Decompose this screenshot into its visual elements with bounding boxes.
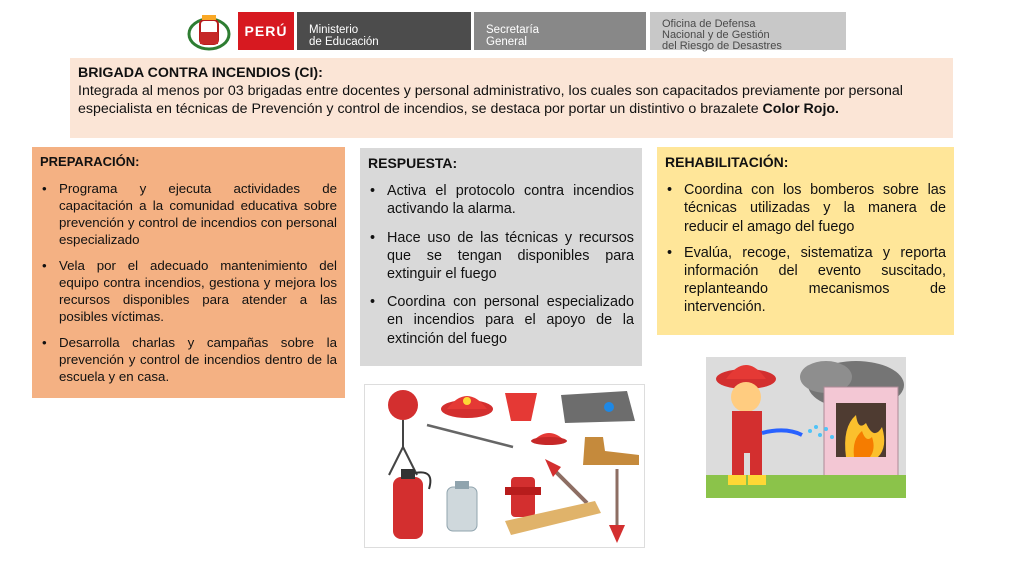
secretaria-line1: Secretaría (486, 24, 540, 36)
firefighter-kid-illustration (706, 357, 906, 498)
fire-kit-bag-icon (561, 391, 635, 423)
co2-extinguisher-icon (447, 481, 477, 531)
fire-axe-icon (545, 459, 587, 503)
oficina-line2: Nacional y de Gestión (662, 29, 770, 41)
peru-brand-label: PERÚ (238, 12, 294, 50)
fire-shovel-icon (609, 469, 625, 543)
list-item: • Desarrolla charlas y campañas sobre la prevención y control de incendios dentro de la escuela y en casa. (40, 334, 337, 385)
rehabilitacion-panel (657, 147, 954, 335)
respuesta-title: RESPUESTA: (368, 155, 458, 171)
list-item: • Vela por el adecuado mantenimiento del equipo contra incendios, gestiona y mejora los recursos disponibles para atender a las posibles víctimas. (40, 257, 337, 325)
list-item: • Evalúa, recoge, sistematiza y reporta información del evento suscitado, replanteando mecanismos de intervención. (665, 244, 946, 317)
brigade-intro-box (70, 58, 953, 138)
ministerio-line2: de Educación (309, 36, 379, 48)
list-item: • Hace uso de las técnicas y recursos que se tengan disponibles para extinguir el fuego (368, 229, 634, 284)
rehabilitacion-list (665, 181, 946, 316)
list-item: • Coordina con personal especializado en incendios para el apoyo de la extinción del fuego (368, 293, 634, 348)
fire-bucket-icon (505, 393, 537, 421)
ministerio-line1: Ministerio (309, 24, 359, 36)
fire-equipment-illustration (364, 384, 645, 548)
fire-hook-icon (427, 425, 513, 447)
fire-alarm-bell-icon (388, 390, 418, 475)
brigade-description (78, 82, 945, 118)
fire-boot-icon (583, 437, 639, 465)
peru-coat-of-arms-icon (186, 12, 232, 52)
brigade-description-text: Integrada al menos por 03 brigadas entre docentes y personal administrativo, los cuales son capacitados previamente por personal especialista en técnicas de Prevención y control de incendios, se destaca por portar un distintivo o brazalete (78, 83, 903, 117)
rehabilitacion-title: REHABILITACIÓN: (665, 154, 789, 170)
ministerio-educacion-logo (297, 12, 471, 50)
secretaria-general-logo (474, 12, 646, 50)
preparacion-list (40, 180, 337, 385)
secretaria-line2: General (486, 36, 527, 48)
preparacion-panel (32, 147, 345, 398)
fire-helmet-icon (441, 396, 493, 418)
oficina-defensa-logo (650, 12, 846, 50)
list-item: • Programa y ejecuta actividades de capacitación a la comunidad educativa sobre prevención y control de incendios con personal especializado (40, 180, 337, 248)
brigade-title: BRIGADA CONTRA INCENDIOS (CI): (78, 65, 323, 81)
list-item: • Coordina con los bomberos sobre las técnicas utilizadas y la manera de reducir el amago del fuego (665, 181, 946, 236)
preparacion-title: PREPARACIÓN: (40, 154, 140, 169)
list-item: • Activa el protocolo contra incendios activando la alarma. (368, 182, 634, 218)
fire-extinguisher-icon (393, 469, 430, 539)
respuesta-panel (360, 148, 642, 366)
brigade-color-emphasis: Color Rojo. (762, 101, 839, 117)
oficina-line3: del Riesgo de Desastres (662, 40, 782, 52)
small-helmet-icon (531, 433, 567, 445)
fire-hydrant-icon (505, 477, 541, 517)
oficina-line1: Oficina de Defensa (662, 18, 756, 30)
respuesta-list (368, 182, 634, 348)
